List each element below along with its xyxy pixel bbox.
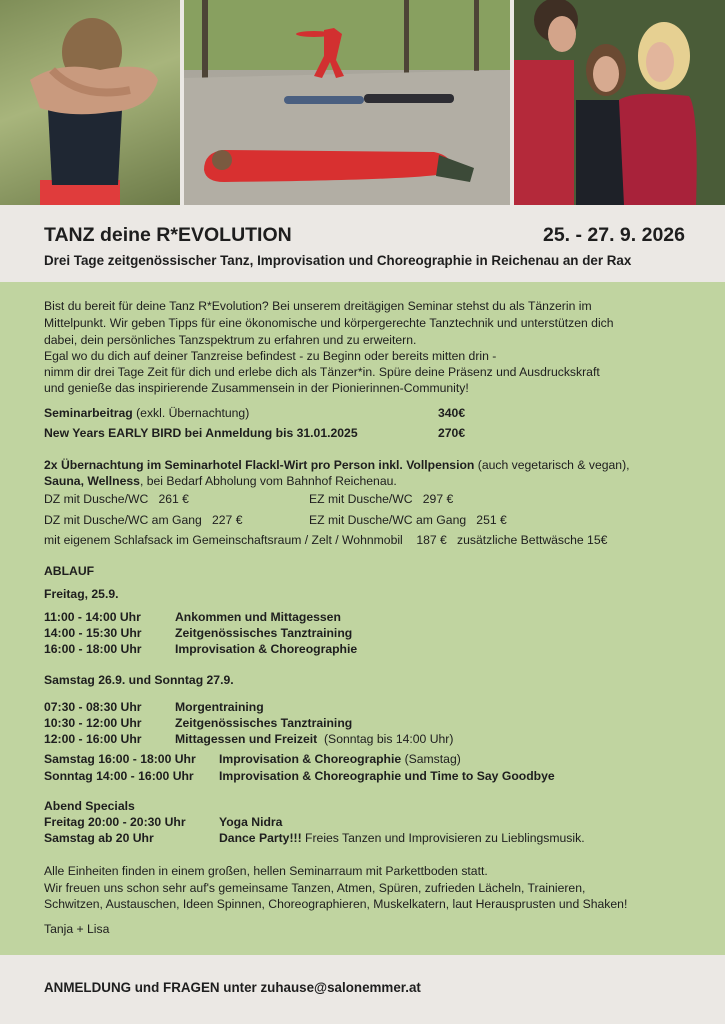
fee-row (44, 406, 249, 421)
intro-line: Mittelpunkt. Wir geben Tipps für eine ökonomische und körpergerechte Tanztechnik und unterstützen dich (44, 316, 614, 330)
schedule-item: Mittagessen und Freizeit (175, 732, 318, 746)
schedule-time: Sonntag 14:00 - 16:00 Uhr (44, 769, 194, 783)
accommodation-rest: , bei Bedarf Abholung vom Bahnhof Reichenau. (139, 474, 397, 488)
fee-value: 340€ (438, 406, 466, 420)
schedule-item: Improvisation & Choreographie und Time to Say Goodbye (219, 769, 555, 783)
schedule-item-with-note (219, 752, 461, 767)
accommodation-line (44, 458, 630, 473)
schedule-item: Zeitgenössisches Tanztraining (175, 716, 353, 730)
special-time: Samstag ab 20 Uhr (44, 831, 154, 845)
closing-line: Alle Einheiten finden in einem großen, hellen Seminarraum mit Parkettboden statt. (44, 864, 488, 878)
page-subtitle: Drei Tage zeitgenössischer Tanz, Improvisation und Choreographie in Reichenau an der Rax (44, 253, 632, 268)
specials-heading: Abend Specials (44, 799, 135, 813)
schedule-time: 14:00 - 15:30 Uhr (44, 626, 142, 640)
early-bird-label: New Years EARLY BIRD bei Anmeldung bis 31.01.2025 (44, 426, 358, 440)
early-bird-value: 270€ (438, 426, 466, 440)
schedule-item: Ankommen und Mittagessen (175, 610, 341, 624)
special-item: Yoga Nidra (219, 815, 283, 829)
room-price: 187 € (416, 533, 447, 547)
closing-line: Wir freuen uns schon sehr auf's gemeinsame Tanzen, Atmen, Spüren, zufrieden Lächeln, Trainieren, (44, 881, 586, 895)
schedule-item: Zeitgenössisches Tanztraining (175, 626, 353, 640)
room-dz-gang (44, 513, 242, 528)
room-label: EZ mit Dusche/WC (309, 492, 413, 506)
special-time: Freitag 20:00 - 20:30 Uhr (44, 815, 186, 829)
registration-contact[interactable]: ANMELDUNG und FRAGEN unter zuhause@salonemmer.at (44, 980, 421, 995)
special-note: Freies Tanzen und Improvisieren zu Lieblingsmusik. (305, 831, 585, 845)
weekend-heading: Samstag 26.9. und Sonntag 27.9. (44, 673, 234, 687)
room-camping (44, 533, 607, 548)
room-price: 251 € (476, 513, 507, 527)
special-item-with-note (219, 831, 585, 846)
fee-label: Seminarbeitrag (44, 406, 133, 420)
accommodation-rest: (auch vegetarisch & vegan), (477, 458, 630, 472)
schedule-heading: ABLAUF (44, 564, 95, 578)
schedule-time: 07:30 - 08:30 Uhr (44, 700, 142, 714)
room-dz (44, 492, 189, 507)
schedule-time: 11:00 - 14:00 Uhr (44, 610, 141, 624)
intro-line: nimm dir drei Tage Zeit für dich und erlebe dich als Tänzer*in. Spüre deine Präsenz und Ausdruckskraft (44, 365, 600, 379)
intro-line: Bist du bereit für deine Tanz R*Evolution? Bei unserem dreitägigen Seminar stehst du als Tänzerin im (44, 299, 592, 313)
fee-note: (exkl. Übernachtung) (136, 406, 250, 420)
schedule-item: Improvisation & Choreographie (219, 752, 402, 766)
room-price: 227 € (211, 513, 243, 527)
schedule-note: (Samstag) (404, 752, 461, 766)
special-item: Dance Party!!! (219, 831, 302, 845)
schedule-time: 12:00 - 16:00 Uhr (44, 732, 142, 746)
room-label: EZ mit Dusche/WC am Gang (309, 513, 467, 527)
accommodation-bold: 2x Übernachtung im Seminarhotel Flackl-Wirt pro Person inkl. Vollpension (44, 458, 475, 472)
schedule-item: Morgentraining (175, 700, 264, 714)
schedule-time: 16:00 - 18:00 Uhr (44, 642, 142, 656)
schedule-time: Samstag 16:00 - 18:00 Uhr (44, 752, 196, 766)
intro-line: Egal wo du dich auf deiner Tanzreise befindest - zu Beginn oder bereits mitten drin - (44, 349, 497, 363)
room-price: 261 € (158, 492, 189, 506)
linen-note: zusätzliche Bettwäsche 15€ (456, 533, 608, 547)
dancer-hugging-self-photo (0, 0, 180, 205)
event-date: 25. - 27. 9. 2026 (542, 224, 685, 246)
closing-line: Schwitzen, Austauschen, Ideen Spinnen, Choreographieren, Muskelkatern, laut Herausprusten und Shaken! (44, 897, 628, 911)
photo-strip (0, 0, 725, 205)
dancers-lying-on-ground-park-photo (184, 0, 510, 205)
intro-line: dabei, dein persönliches Tanzspektrum zu erfahren und zu erweitern. (44, 333, 417, 347)
schedule-item: Improvisation & Choreographie (175, 642, 358, 656)
room-price: 297 € (422, 492, 454, 506)
room-label: DZ mit Dusche/WC am Gang (44, 513, 202, 527)
friday-heading: Freitag, 25.9. (44, 587, 119, 601)
room-label: mit eigenem Schlafsack im Gemeinschaftsraum / Zelt / Wohnmobil (44, 533, 403, 547)
page-title: TANZ deine R*EVOLUTION (44, 224, 292, 246)
accommodation-line (44, 474, 397, 489)
room-ez-gang (309, 513, 507, 528)
signature: Tanja + Lisa (44, 922, 110, 936)
three-women-portrait-photo (514, 0, 725, 205)
room-label: DZ mit Dusche/WC (44, 492, 149, 506)
schedule-time: 10:30 - 12:00 Uhr (44, 716, 142, 730)
room-ez (309, 492, 453, 507)
schedule-note: (Sonntag bis 14:00 Uhr) (324, 732, 454, 746)
intro-line: und genieße das inspirierende Zusammensein in der Pionierinnen-Community! (44, 381, 469, 395)
accommodation-bold: Sauna, Wellness (44, 474, 140, 488)
schedule-item-with-note (175, 732, 453, 747)
